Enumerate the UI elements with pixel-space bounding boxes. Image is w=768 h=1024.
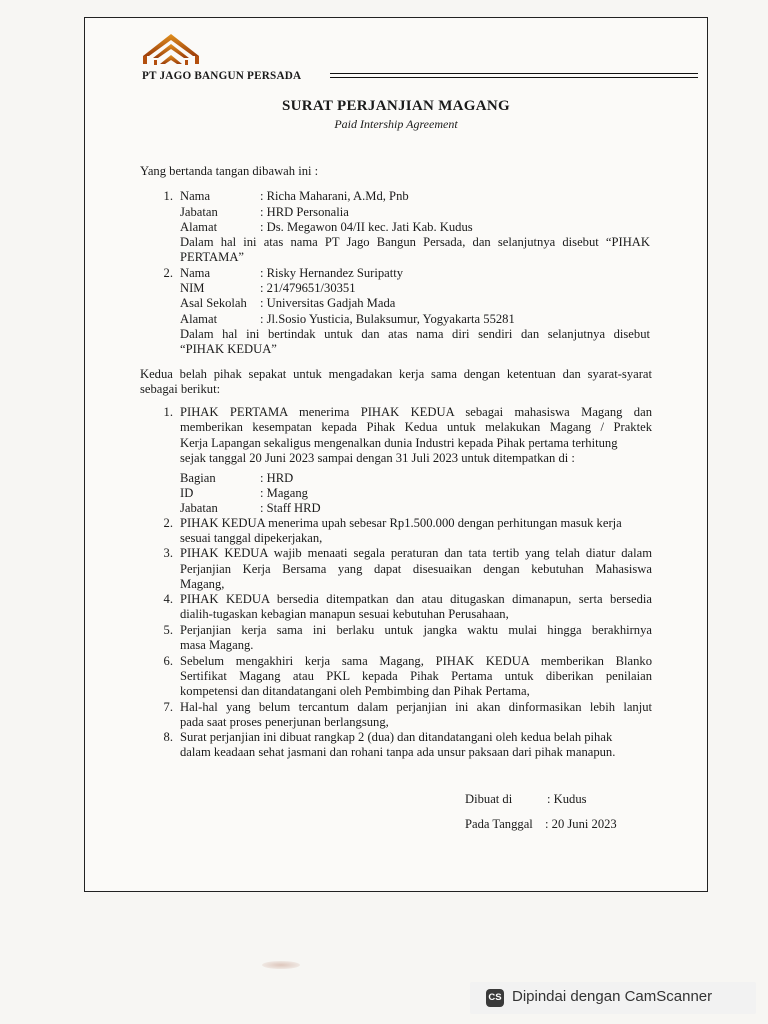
scanner-watermark	[470, 982, 756, 1014]
placement-value: : HRD	[260, 471, 294, 485]
party2-number: 2.	[163, 266, 173, 280]
header-divider	[330, 73, 698, 74]
clause-number: 3.	[163, 546, 173, 560]
placement-value: : Staff HRD	[260, 501, 321, 515]
party2-nim-label: NIM	[180, 281, 205, 295]
camscanner-logo-icon: CS	[486, 989, 504, 1007]
agreement-page	[84, 17, 708, 892]
clause-number: 1.	[163, 405, 173, 419]
clause-line: Hal-hal yang belum tercantum dalam perjanjian ini akan dinformasikan lebih lanjut	[180, 700, 652, 714]
clause-line: pada saat proses penerjunan berlangsung,	[180, 715, 389, 729]
party1-statement: PERTAMA”	[180, 250, 245, 264]
party1-name-label: Nama	[180, 189, 211, 203]
clause-line: kompetensi dan ditandatangani oleh Pembimbing dan Pihak Pertama,	[180, 684, 530, 698]
party1-number: 1.	[163, 189, 173, 203]
clause-number: 4.	[163, 592, 173, 606]
date-label: Pada Tanggal	[465, 817, 533, 831]
party2-name-label: Nama	[180, 266, 211, 280]
placement-label: Jabatan	[180, 501, 218, 515]
clause-number: 2.	[163, 516, 173, 530]
party2-school-value: : Universitas Gadjah Mada	[260, 296, 396, 310]
scanner-watermark-text: Dipindai dengan CamScanner	[512, 988, 713, 1005]
party1-address-value: : Ds. Megawon 04/II kec. Jati Kab. Kudus	[260, 220, 473, 234]
clause-line: Perjanjian kerja sama ini berlaku untuk jangka waktu mulai hingga berakhirnya	[180, 623, 652, 637]
clause-line: Sertifikat Magang atau PKL kepada Pihak Pertama untuk diberikan penilaian	[180, 669, 652, 683]
party1-position-label: Jabatan	[180, 205, 218, 219]
clause-line: PIHAK KEDUA wajib menaati segala peraturan dan tata tertib yang telah diatur dalam	[180, 546, 652, 560]
party1-address-label: Alamat	[180, 220, 218, 234]
clause-number: 6.	[163, 654, 173, 668]
place-value: : Kudus	[547, 792, 587, 806]
place-label: Dibuat di	[465, 792, 513, 806]
clause-line: PIHAK KEDUA menerima upah sebesar Rp1.500.000 dengan perhitungan masuk kerja	[180, 516, 622, 530]
header-divider	[330, 77, 698, 78]
company-name: PT JAGO BANGUN PERSADA	[142, 70, 302, 82]
placement-label: Bagian	[180, 471, 216, 485]
intro-text: Yang bertanda tangan dibawah ini :	[140, 164, 319, 178]
clause-line: sesuai tanggal dipekerjakan,	[180, 531, 323, 545]
clause-line: masa Magang.	[180, 638, 254, 652]
placement-label: ID	[180, 486, 194, 500]
scan-smudge	[262, 961, 300, 969]
document-subtitle: Paid Intership Agreement	[334, 117, 458, 131]
clause-line: dalam keadaan sehat jasmani dan rohani tanpa ada unsur paksaan dari pihak manapun.	[180, 745, 616, 759]
party1-statement: Dalam hal ini atas nama PT Jago Bangun Persada, dan selanjutnya disebut “PIHAK	[180, 235, 650, 249]
clause-number: 8.	[163, 730, 173, 744]
party1-name-value: : Richa Maharani, A.Md, Pnb	[260, 189, 409, 203]
party2-school-label: Asal Sekolah	[180, 296, 247, 310]
clause-line: Surat perjanjian ini dibuat rangkap 2 (dua) dan ditandatangani oleh kedua belah pihak	[180, 730, 613, 744]
party2-nim-value: : 21/479651/30351	[260, 281, 356, 295]
clause-number: 7.	[163, 700, 173, 714]
document-title: SURAT PERJANJIAN MAGANG	[281, 98, 511, 114]
clause-number: 5.	[163, 623, 173, 637]
party2-name-value: : Risky Hernandez Suripatty	[260, 266, 404, 280]
date-value: : 20 Juni 2023	[545, 817, 617, 831]
company-logo-icon	[140, 28, 202, 68]
clause-line: PIHAK PERTAMA menerima PIHAK KEDUA sebagai mahasiswa Magang dan	[180, 405, 652, 419]
agreement-intro: Kedua belah pihak sepakat untuk mengadakan kerja sama dengan ketentuan dan syarat-syarat	[140, 367, 652, 381]
party2-statement: Dalam hal ini bertindak untuk dan atas nama diri sendiri dan selanjutnya disebut	[180, 327, 650, 341]
clause-line: Perjanjian Kerja Bersama yang dapat disesuaikan dengan kebutuhan Mahasiswa	[180, 562, 652, 576]
clause-line: dialih-tugaskan kebagian manapun sesuai kebutuhan Perusahaan,	[180, 607, 509, 621]
agreement-intro: sebagai berikut:	[140, 382, 221, 396]
clause-line: Sebelum mengakhiri kerja sama Magang, PIHAK KEDUA memberikan Blanko	[180, 654, 652, 668]
clause-line: PIHAK KEDUA bersedia ditempatkan dan atau ditugaskan dimanapun, serta bersedia	[180, 592, 652, 606]
placement-value: : Magang	[260, 486, 308, 500]
clause-line: sejak tanggal 20 Juni 2023 sampai dengan 31 Juli 2023 untuk ditempatkan di :	[180, 451, 575, 465]
clause-line: memberikan kesempatan kepada Pihak Kedua untuk melakukan Magang / Praktek	[180, 420, 652, 434]
party2-address-value: : Jl.Sosio Yusticia, Bulaksumur, Yogyakarta 55281	[260, 312, 515, 326]
clause-line: Magang,	[180, 577, 225, 591]
clause-line: Kerja Lapangan sekaligus mengenalkan dunia Industri kepada Pihak pertama terhitung	[180, 436, 618, 450]
party2-address-label: Alamat	[180, 312, 218, 326]
party2-statement: “PIHAK KEDUA”	[180, 342, 277, 356]
party1-position-value: : HRD Personalia	[260, 205, 349, 219]
